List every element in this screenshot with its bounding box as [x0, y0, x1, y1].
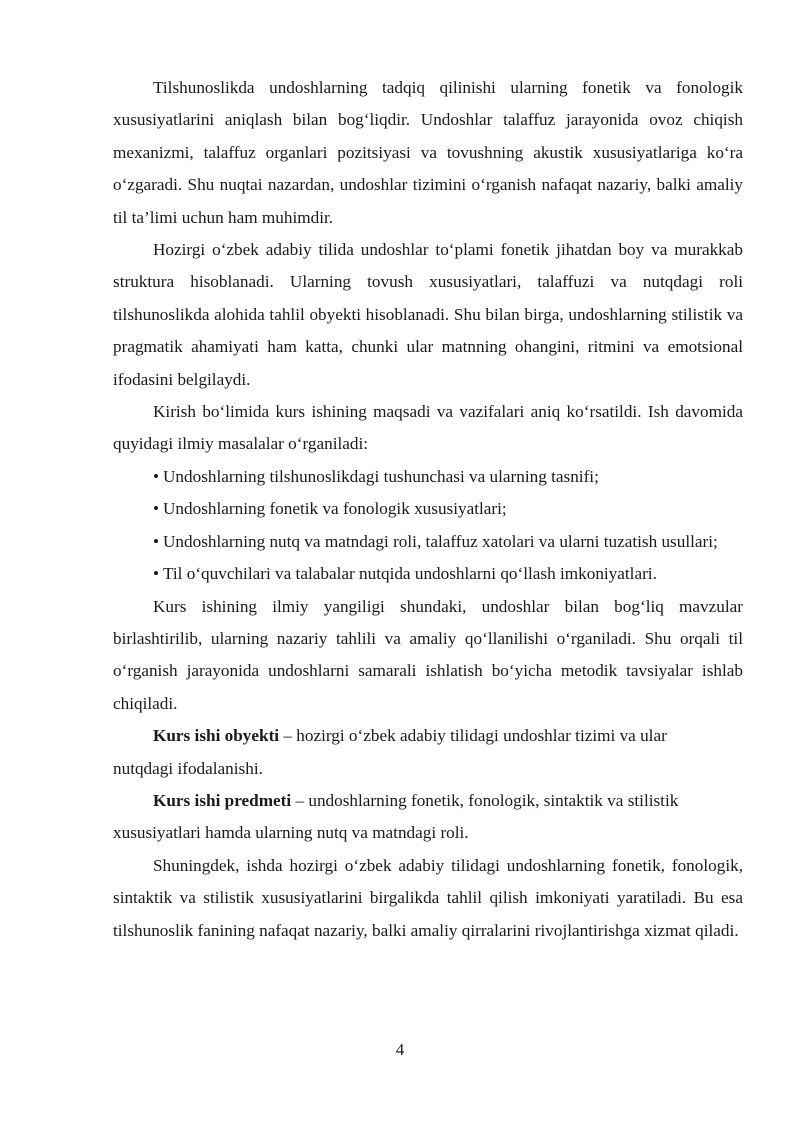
list-item — [113, 558, 743, 590]
paragraph-subject — [113, 785, 743, 850]
paragraph-intro: Tilshunoslikda undoshlarning tadqiq qilinishi ularning fonetik va fonologik xususiyatlarini aniqlash bilan bog‘liqdir. Undoshlar talaffuz jarayonida ovoz chiqish mexanizmi, talaffuz organlari pozitsiyasi va tovushning akustik xususiyatlariga ko‘ra o‘zgaradi. Shu nuqtai nazardan, undoshlar tizimini o‘rganish nafaqat nazariy, balki amaliy til ta’limi uchun ham muhimdir. — [113, 78, 743, 227]
list-item — [113, 526, 743, 558]
list-item-text: Undoshlarning tilshunoslikdagi tushunchasi va ularning tasnifi; — [163, 466, 599, 486]
paragraph-conclusion: Shuningdek, ishda hozirgi o‘zbek adabiy tilidagi undoshlarning fonetik, fonologik, sintaktik va stilistik xususiyatlarini birgalikda tahlil qilish imkoniyati yaratiladi. Bu esa tilshunoslik fanining nafaqat nazariy, balki amaliy qirralarini rivojlantirishga xizmat qiladi. — [113, 855, 743, 940]
paragraph-consonant-structure: Hozirgi o‘zbek adabiy tilida undoshlar to‘plami fonetik jihatdan boy va murakkab struktura hisoblanadi. Ularning tovush xususiyatlari, talaffuzi va nutqdagi roli tilshunoslikda alohida tahlil obyekti hisoblanadi. Shu bilan birga, undoshlarning stilistik va pragmatik ahamiyati ham katta, chunki ular matnning ohangini, ritmini va emotsional ifodasini belgilaydi. — [113, 240, 743, 389]
list-item-text: Til o‘quvchilari va talabalar nutqida undoshlarni qo‘llash imkoniyatlari. — [163, 564, 657, 584]
document-page — [113, 72, 743, 947]
subject-text: – undoshlarning fonetik, fonologik, sintaktik va stilistik xususiyatlari hamda ularning nutq va matndagi roli. — [113, 790, 679, 843]
list-item — [113, 493, 743, 525]
bullet-icon: • — [153, 466, 160, 486]
page-number: 4 — [395, 1040, 405, 1059]
object-text: – hozirgi o‘zbek adabiy tilidagi undoshlar tizimi va ular nutqdagi ifodalanishi. — [113, 726, 667, 778]
paragraph-novelty: Kurs ishining ilmiy yangiligi shundaki, undoshlar bilan bog‘liq mavzular birlashtirilib, ularning nazariy tahlili va amaliy qo‘llanilishi o‘rganiladi. Shu orqali til o‘rganish jarayonida undoshlarni samarali ishlatish bo‘yicha metodik tavsiyalar ishlab chiqiladi. — [113, 596, 743, 713]
list-item-text: Undoshlarning fonetik va fonologik xususiyatlari; — [163, 499, 507, 519]
paragraph-object — [113, 720, 743, 785]
subject-label: Kurs ishi predmeti — [153, 790, 292, 810]
bullet-icon: • — [153, 564, 160, 584]
object-label: Kurs ishi obyekti — [153, 726, 280, 746]
list-item-text: Undoshlarning nutq va matndagi roli, talaffuz xatolari va ularni tuzatish usullari; — [163, 531, 718, 551]
task-list — [113, 461, 743, 591]
bullet-icon: • — [153, 499, 160, 519]
list-item — [113, 461, 743, 493]
bullet-icon: • — [153, 531, 160, 551]
paragraph-goals: Kirish bo‘limida kurs ishining maqsadi va vazifalari aniq ko‘rsatildi. Ish davomida quyidagi ilmiy masalalar o‘rganiladi: — [113, 402, 743, 454]
